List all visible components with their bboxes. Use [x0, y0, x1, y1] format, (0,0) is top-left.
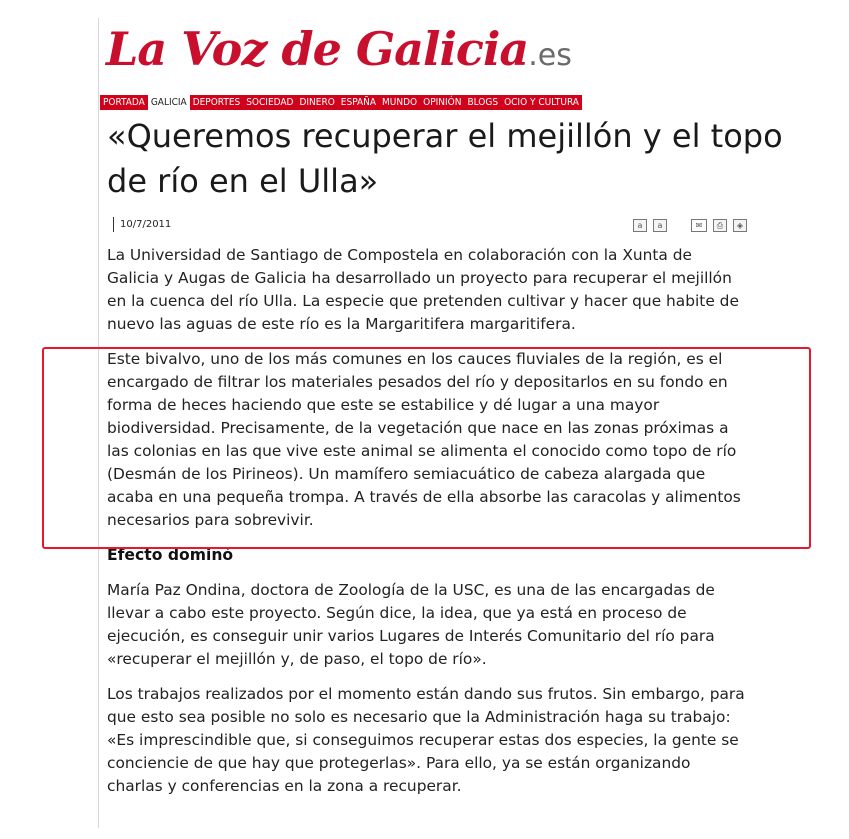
article-tools [633, 219, 747, 232]
article-paragraph: María Paz Ondina, doctora de Zoología de la USC, es una de las encargadas de llevar a cabo este proyecto. Según dice, la idea, que ya está en proceso de ejecución, es conseguir unir varios Lugares de Interés Comunitario del río para «recuperar el mejillón y, de paso, el topo de río». [107, 581, 715, 668]
nav-item-ocio-cultura[interactable]: OCIO Y CULTURA [504, 97, 579, 108]
article-headline: «Queremos recuperar el mejillón y el topo de río en el Ulla» [107, 117, 783, 200]
font-larger-icon[interactable]: a [653, 219, 667, 232]
print-icon[interactable]: ⎙ [713, 219, 727, 232]
article-subheading: Efecto dominó [107, 546, 234, 564]
nav-item-espana[interactable]: ESPAÑA [340, 97, 377, 108]
article-date: 10/7/2011 [113, 217, 171, 232]
nav-item-mundo[interactable]: MUNDO [382, 97, 418, 108]
article-paragraph-highlighted: Este bivalvo, uno de los más comunes en los cauces fluviales de la región, es el encargado de filtrar los materiales pesados del río y depositarlos en su fondo en forma de heces haciendo que este se estabilice y dé lugar a una mayor biodiversidad. Precisamente, de la vegetación que nace en las zonas próximas a las colonias en las que vive este animal se alimenta el conocido como topo de río (Desmán de los Pirineos). Un mamífero semiacuático de cabeza alargada que acaba en una pequeña trompa. A través de ella absorbe las caracolas y alimentos necesarios para sobrevivir. [107, 350, 741, 529]
font-smaller-icon[interactable]: a [633, 219, 647, 232]
article-paragraph: Los trabajos realizados por el momento están dando sus frutos. Sin embargo, para que esto sea posible no solo es necesario que la Administración haga su trabajo: «Es imprescindible que, si conseguimos recuperar estas dos especies, la gente se conciencie de que hay que protegerlas». Para ello, ya se están organizando charlas y conferencias en la zona a recuperar. [107, 685, 745, 795]
email-icon[interactable]: ✉ [691, 219, 707, 232]
article-paragraph: La Universidad de Santiago de Compostela en colaboración con la Xunta de Galicia y Augas de Galicia ha desarrollado un proyecto para recuperar el mejillón en la cuenca del río Ulla. La especie que pretenden cultivar y hacer que habite de nuevo las aguas de este río es la Margaritifera margaritifera. [107, 246, 739, 333]
left-divider [98, 18, 99, 828]
site-logo[interactable] [106, 14, 572, 91]
main-navigation [100, 95, 582, 110]
nav-item-sociedad[interactable]: SOCIEDAD [246, 97, 294, 108]
nav-item-opinion[interactable]: OPINIÓN [423, 97, 462, 108]
nav-item-blogs[interactable]: BLOGS [467, 97, 499, 108]
logo-text: La Voz de Galicia [106, 22, 529, 76]
nav-item-dinero[interactable]: DINERO [299, 97, 335, 108]
logo-domain: .es [528, 38, 572, 73]
nav-item-galicia[interactable]: GALICIA [148, 95, 190, 110]
nav-item-deportes[interactable]: DEPORTES [192, 97, 241, 108]
nav-item-portada[interactable]: PORTADA [103, 97, 145, 108]
share-icon[interactable]: ◈ [733, 219, 747, 232]
article-body [107, 244, 747, 810]
